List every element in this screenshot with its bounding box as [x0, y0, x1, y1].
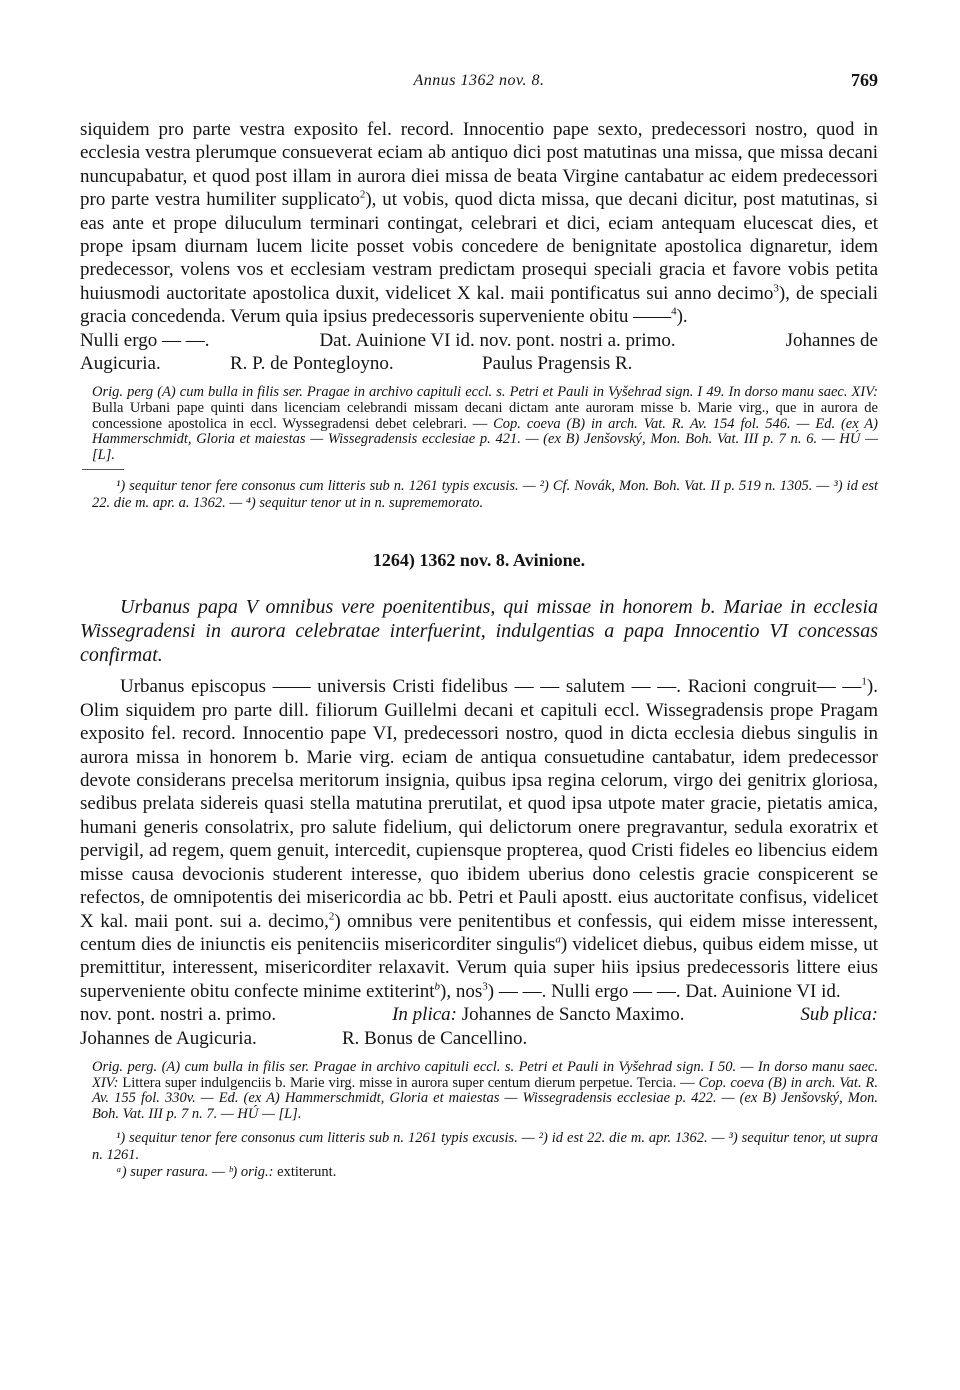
doc2-text-part-d: ) videlicet diebus, quibus eidem misse, ut premittitur, interessent, misericorditer relaxavit. Verum quia super hiis ipsius predecessoris littere eius superveniente obitu confecte minime extiterint — [80, 933, 878, 1002]
dat-line-end: nov. pont. nostri a. primo. — [80, 1004, 277, 1026]
signature-pontegloyno: R. P. de Pontegloyno. — [230, 353, 394, 375]
notes1-part-a: Orig. perg (A) cum bulla in filis ser. Pragae in archivo capituli eccl. s. Petri et Pauli in Vyšehrad sign. I 49. In dorso manu saec. XIV: — [92, 384, 878, 401]
footnote-ref-2: 2 — [359, 188, 366, 201]
footnote-ref-4: 4 — [671, 305, 677, 318]
doc1-text-part-c: ), de speciali gracia concedenda. Verum quia ipsius predecessoris superveniente obitu —— — [80, 282, 878, 328]
footnote-ref-a: a — [555, 933, 561, 946]
footnote-ref-3: 3 — [773, 282, 779, 295]
footnote-divider — [82, 469, 124, 470]
page-header — [80, 0, 878, 112]
johannes-de: Johannes de — [785, 329, 878, 351]
notes2-part-b: Littera super indulgenciis b. Marie virg. misse in aurora super centum dierum perpetue. Tercia. — — [118, 1074, 699, 1091]
doc2-text-part-f: ) — —. Nulli ergo — —. Dat. Auinione VI id. — [487, 980, 841, 1002]
notes1-part-b: Bulla Urbani pape quinti dans licenciam celebrandi missam decani dictam ante auroram misse b. Marie virg., que in aurora de concessione apostolica in eccl. Wyssegradensi debet celebrari. — — [92, 400, 878, 432]
in-plica-text: Johannes de Sancto Maximo. — [457, 1004, 685, 1026]
doc2-source-notes — [80, 1060, 878, 1122]
nulli-ergo: Nulli ergo — —. — [80, 329, 210, 351]
notes2-part-c: Cop. coeva (B) in arch. Vat. R. Av. 155 fol. 330v. — Ed. (ex A) Hammerschmidt, Gloria et maiestas — Wissegradensis ecclesiae p. 422. — (ex B) Jenšovský, Mon. Boh. Vat. III p. 7 n. 7. — HÚ — [L]. — [92, 1074, 878, 1122]
running-head: Annus 1362 nov. 8. — [413, 72, 545, 89]
document-2-text — [80, 675, 878, 1050]
in-plica-label: In plica: — [392, 1004, 458, 1026]
page-number: 769 — [851, 70, 878, 90]
notes2-part-a: Orig. perg. (A) cum bulla in filis ser. Pragae in archivo capituli eccl. s. Petri et Pauli in Vyšehrad sign. I 50. — In dorso manu saec. XIV: — [92, 1058, 878, 1091]
footnote-line: ¹) sequitur tenor fere consonus cum litteris sub n. 1261 typis excusis. — ²) Cf. Novák, Mon. Boh. Vat. II p. 519 n. 1305. — ³) id est 22. die m. apr. a. 1362. — ⁴) sequitur tenor ut in n. suprememorato. — [92, 478, 878, 512]
doc1-signatures — [80, 352, 878, 375]
variant-reading: extiterunt. — [277, 1164, 337, 1181]
signature-johannes-augicuria: Johannes de Augicuria. — [80, 1027, 257, 1049]
sub-plica-label: Sub plica: — [800, 1004, 878, 1026]
doc2-text-part-a: Urbanus episcopus —— universis Cristi fidelibus — — salutem — —. Racioni congruit— — — [120, 676, 862, 698]
doc1-text-part-b: ), ut vobis, quod dicta missa, que decani dicitur, post matutinas, si eas ante et prope diluculum terminari contingat, celebrari et dici, eciam antequam elucescat dies, et prope ipsam diurnam lucem licite posset vobis concedere de benignitate apostolica dignaretur, idem predecessor, volens vos et ecclesiam vestram predictam prosequi speciali gracia et favore vobis petita huiusmodi auctoritate apostolica duxit, videlicet X kal. maii pontificatus sui anno decimo — [80, 189, 878, 304]
doc1-text-part-a: siquidem pro parte vestra exposito fel. record. Innocentio pape sexto, predecessori nostro, quod in ecclesia vestra plerumque consueverat eciam ab antiquo dici post matutinas una missa, que missa decani nuncupabatur, et quod post illam in aurora diei missa de beata Virgine cantabatur ac eidem predecessori pro parte vestra humiliter supplicato — [80, 119, 878, 211]
doc1-dating-line — [80, 329, 878, 352]
doc2-text-part-c: ) omnibus vere penitentibus et confessis, qui eidem misse interessent, centum dies de iniunctis eis penitenciis misericorditer singulis — [80, 910, 878, 955]
doc2-signatures — [80, 1027, 878, 1050]
doc2-text-part-e: ), nos — [440, 980, 483, 1002]
doc2-plica-line — [80, 1003, 878, 1026]
dat-line: Dat. Auinione VI id. nov. pont. nostri a. primo. — [319, 329, 676, 351]
signature-bonus-cancellino: R. Bonus de Cancellino. — [342, 1027, 528, 1049]
footnote-ref-2: 2 — [328, 910, 335, 923]
doc1-source-notes — [80, 385, 878, 463]
signature-augicuria: Augicuria. — [80, 353, 161, 375]
footnote-ref-b: b — [434, 980, 441, 993]
footnote-line-variants — [92, 1164, 878, 1181]
doc2-text-part-b: ). Olim siquidem pro parte dill. filiorum Guillelmi decani et capituli eccl. Wissegradensis prope Pragam exposito fel. record. Innocentio pape VI, predecessori nostro, quod in dicta ecclesia diebus singulis in aurora missa in honorem b. Marie virg. eciam de antiqua consuetudine cantabatur, idem predecessor devote considerans precelsa meritorum insignia, quibus ipsa regina celorum, virgo dei genitrix gloriosa, sedibus prelata sidereis quasi stella matutina prerutilat, et quod ipsa utpote mater gracie, pietatis amica, humani generis consolatrix, pro salute fidelium, qui delictorum onere pregravantur, sedula exoratrix et pervigil, ad regem, quem genuit, intercedit, cupiensque propterea, quod Cristi fideles eo libencius eidem misse causa devocionis studerent interesse, quo ibidem uberius dono celestis gracie conspicerent se refectos, de omnipotentis dei misericordia ac bb. Petri et Pauli apostt. eius auctoritate confisus, videlicet X kal. maii pont. sui a. decimo, — [80, 676, 878, 932]
in-plica — [392, 1003, 684, 1026]
footnote-line: ¹) sequitur tenor fere consonus cum litteris sub n. 1261 typis excusis. — ²) id est 22. die m. apr. 1362. — ³) sequitur tenor, ut supra n. 1261. — [92, 1130, 878, 1164]
notes1-part-c: Cop. coeva (B) in arch. Vat. R. Av. 154 fol. 546. — Ed. (ex A) Hammerschmidt, Gloria et maiestas — Wissegradensis ecclesiae p. 421. — (ex B) Jenšovský, Mon. Boh. Vat. III p. 7 n. 6. — HÚ — [L]. — [92, 415, 878, 463]
doc1-text-part-d: ). — [676, 306, 688, 328]
variant-notes: ᵃ) super rasura. — ᵇ) orig.: — [116, 1164, 278, 1181]
doc2-footnotes — [80, 1130, 878, 1181]
footnote-ref-3: 3 — [482, 980, 488, 993]
doc1-footnotes — [80, 478, 878, 512]
regest: Urbanus papa V omnibus vere poenitentibus, qui missae in honorem b. Mariae in ecclesia Wissegradensi in aurora celebratae interfuerint, indulgentias a papa Innocentio VI concessas confirmat. — [80, 596, 878, 667]
footnote-ref-1: 1 — [861, 676, 867, 689]
signature-paulus: Paulus Pragensis R. — [482, 353, 633, 375]
document-heading: 1264) 1362 nov. 8. Avinione. — [372, 550, 586, 571]
document-1-text — [80, 118, 878, 375]
